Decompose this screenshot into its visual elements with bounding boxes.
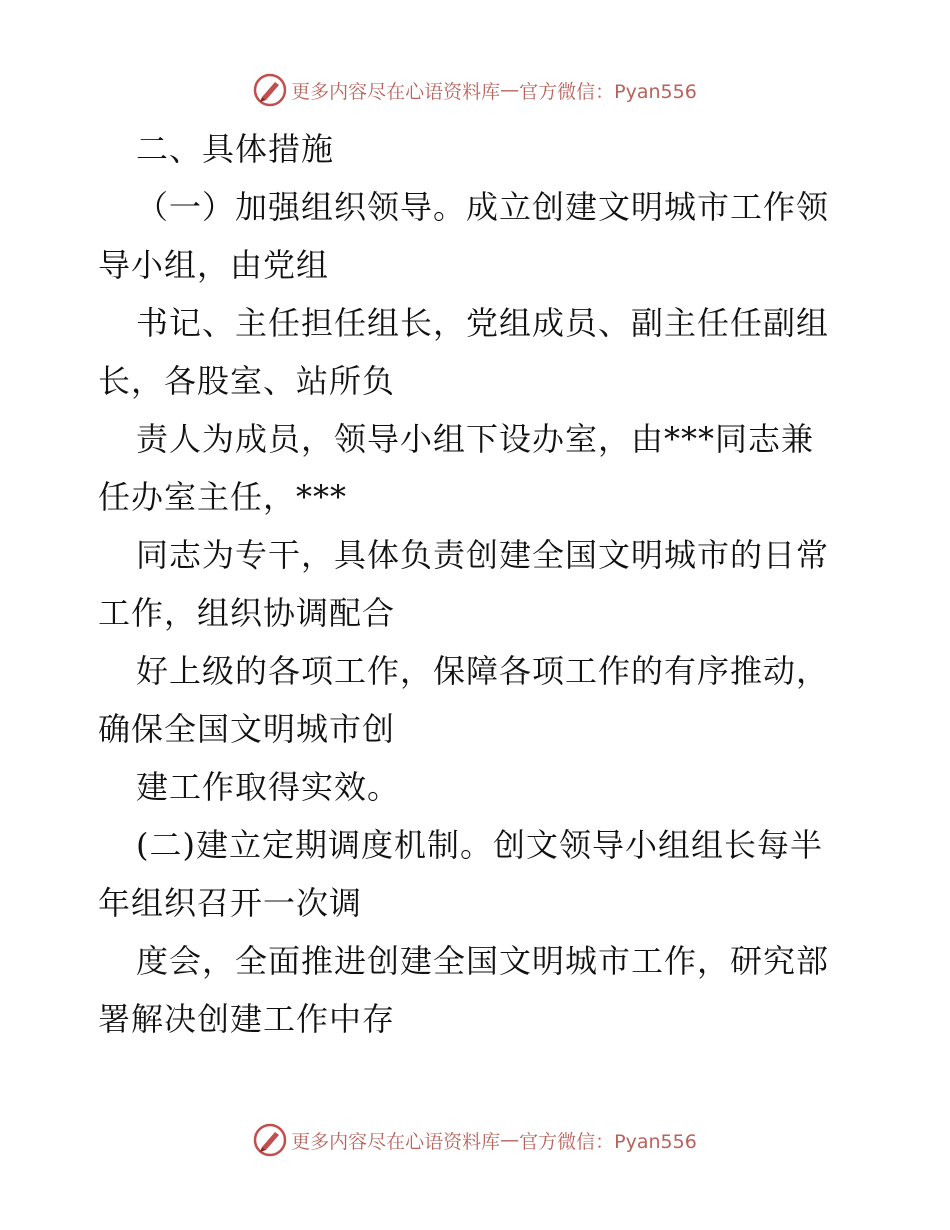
watermark-separator: —	[500, 1129, 520, 1151]
text-line: 任办室主任，***	[98, 478, 348, 516]
text-line: 长，各股室、站所负	[98, 362, 396, 400]
text-line: 同志为专干，具体负责创建全国文明城市的日常	[136, 536, 830, 574]
pen-logo-icon	[253, 1123, 287, 1157]
text-line: 署解决创建工作中存	[98, 1000, 396, 1038]
footer-watermark	[0, 1120, 950, 1160]
text-line: (二)建立定期调度机制。创文领导小组组长每半	[136, 826, 823, 864]
text-line: 度会，全面推进创建全国文明城市工作，研究部	[136, 942, 830, 980]
text-line: 年组织召开一次调	[98, 884, 363, 922]
text-line: 建工作取得实效。	[136, 768, 401, 806]
text-line: 工作，组织协调配合	[98, 594, 396, 632]
text-line: 二、具体措施	[136, 130, 335, 168]
text-line: 确保全国文明城市创	[98, 710, 396, 748]
text-line: 导小组，由党组	[98, 246, 330, 284]
text-line: 书记、主任担任组长，党组成员、副主任任副组	[136, 304, 830, 342]
document-body	[98, 120, 858, 1048]
watermark-wechat: 官方微信：Pyan556	[519, 80, 697, 103]
pen-logo-icon	[253, 73, 287, 107]
watermark-wechat: 官方微信：Pyan556	[519, 1130, 697, 1153]
text-line: 好上级的各项工作，保障各项工作的有序推动，	[136, 652, 830, 690]
header-watermark	[0, 70, 950, 110]
text-line: 责人为成员，领导小组下设办室，由***同志兼	[136, 420, 815, 458]
watermark-separator: —	[500, 79, 520, 101]
text-line: （一）加强组织领导。成立创建文明城市工作领	[136, 188, 830, 226]
watermark-text: 更多内容尽在心语资料库	[291, 1130, 501, 1153]
watermark-text: 更多内容尽在心语资料库	[291, 80, 501, 103]
